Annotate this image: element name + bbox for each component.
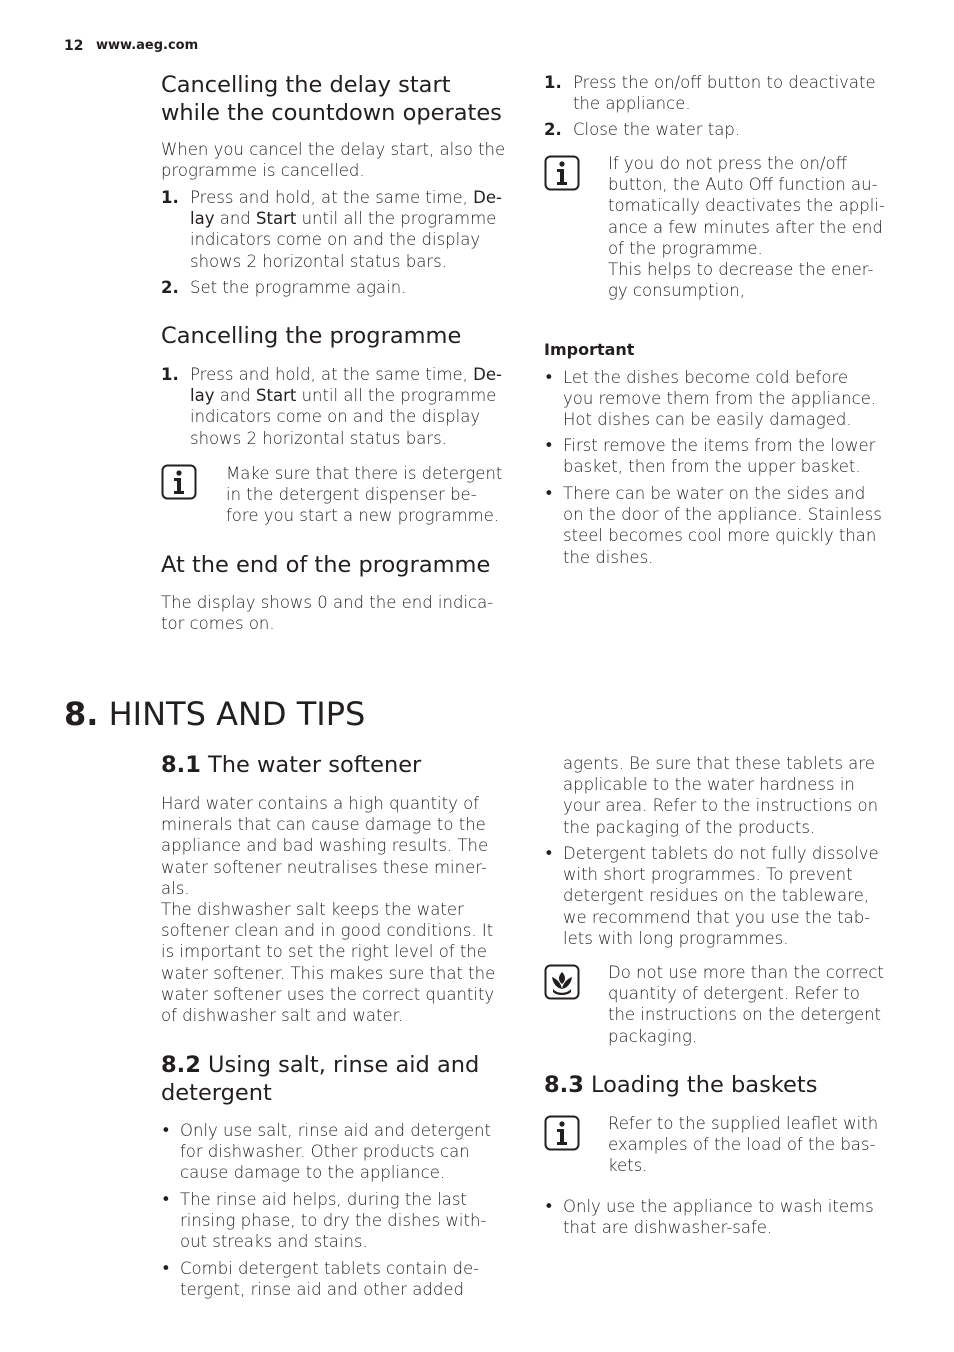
text-line: we recommend that you use the tab-	[563, 907, 871, 927]
text-line: If you do not press the on/off	[608, 154, 847, 173]
environment-note	[608, 962, 903, 1047]
text-line: There can be water on the sides and	[563, 484, 866, 503]
text-line: Hard water contains a high quantity of	[161, 794, 480, 813]
text-line: your area. Refer to the instructions on	[563, 796, 879, 816]
text-line: This helps to decrease the ener-	[608, 260, 874, 280]
info-icon	[544, 1115, 580, 1151]
text-line: applicable to the water hardness in	[563, 775, 855, 795]
loading-note	[608, 1113, 903, 1177]
text-line: is important to set the right level of the	[161, 942, 487, 962]
cancel-delay-intro	[161, 139, 513, 181]
text-line: tor comes on.	[161, 614, 275, 634]
cancel-programme-title: Cancelling the programme	[161, 323, 462, 349]
text-line: Make sure that there is detergent	[226, 464, 503, 483]
auto-off-note	[608, 153, 898, 301]
text-line: of the programme.	[608, 238, 763, 258]
text-line: Close the water tap.	[573, 120, 741, 139]
cancel-programme-note	[226, 463, 516, 527]
text-line: indicators come on and the display	[190, 230, 481, 250]
text-line: of dishwasher salt and water.	[161, 1006, 404, 1026]
text-line: Combi detergent tablets contain de-	[180, 1259, 480, 1278]
text-line: gy consumption,	[608, 281, 745, 301]
text-line: indicators come on and the display	[190, 407, 481, 427]
text-line: cause damage to the appliance.	[180, 1163, 446, 1183]
text-line: detergent residues on the tableware,	[563, 886, 869, 906]
text-line: Press and hold, at the same time, De-	[190, 188, 502, 207]
text-line: the instructions on the detergent	[608, 1005, 882, 1025]
paragraph-line: When you cancel the delay start, also the	[161, 140, 506, 159]
text-line: quantity of detergent. Refer to	[608, 984, 860, 1004]
paragraph-line: programme is cancelled.	[161, 161, 365, 181]
text-line: Let the dishes become cold before	[563, 368, 849, 387]
text-line: lay and Start until all the programme	[190, 209, 497, 229]
text-line: rinsing phase, to dry the dishes with-	[180, 1211, 487, 1231]
website: www.aeg.com	[96, 38, 199, 53]
text-line: tomatically deactivates the appli-	[608, 196, 885, 216]
text-line: Refer to the supplied leaflet with	[608, 1114, 879, 1133]
text-line: First remove the items from the lower	[563, 436, 876, 455]
section-8-3-title: 8.3 Loading the baskets	[544, 1072, 818, 1098]
text-line: kets.	[608, 1156, 648, 1176]
section-8-2-title: 8.2 Using salt, rinse aid and detergent	[161, 1052, 480, 1106]
text-line: appliance and bad washing results. The	[161, 836, 489, 856]
salt-bullet-3-continued	[563, 753, 903, 838]
text-line: tergent, rinse aid and other added	[180, 1280, 464, 1300]
page-number: 12	[64, 38, 84, 54]
text-line: examples of the load of the bas-	[608, 1135, 876, 1155]
text-line: shows 2 horizontal status bars.	[190, 251, 447, 271]
text-line: basket, then from the upper basket.	[563, 457, 861, 477]
text-line: Press and hold, at the same time, De-	[190, 365, 502, 384]
text-line: water softener uses the correct quantity	[161, 984, 495, 1004]
text-line: you remove them from the appliance.	[563, 389, 877, 409]
text-line: Hot dishes can be easily damaged.	[563, 410, 852, 430]
text-line: steel becomes cool more quickly than	[563, 526, 877, 546]
environment-icon	[544, 964, 580, 1000]
step-text	[573, 119, 740, 140]
text-line: Only use salt, rinse aid and detergent	[180, 1121, 491, 1140]
step-text	[573, 72, 876, 114]
text-line: The dishwasher salt keeps the water	[161, 900, 464, 920]
end-programme-title: At the end of the programme	[161, 552, 491, 578]
text-line: softener clean and in good conditions. It	[161, 921, 494, 941]
important-label: Important	[544, 340, 635, 359]
step-text	[190, 277, 406, 298]
step-text	[190, 364, 502, 449]
info-icon	[161, 464, 197, 500]
text-line: on the door of the appliance. Stainless	[563, 505, 882, 525]
text-line: minerals that can cause damage to the	[161, 815, 486, 835]
chapter-title: 8. HINTS AND TIPS	[64, 695, 366, 733]
section-8-1-title: 8.1 The water softener	[161, 752, 422, 778]
text-line: water softener neutralises these miner-	[161, 857, 487, 877]
text-line: packaging.	[608, 1026, 698, 1046]
text-line: in the detergent dispenser be-	[226, 485, 477, 505]
text-line: Press the on/off button to deactivate	[573, 73, 876, 92]
text-line: lay and Start until all the programme	[190, 386, 497, 406]
text-line: ance a few minutes after the end	[608, 217, 883, 237]
text-line: Detergent tablets do not fully dissolve	[563, 844, 879, 863]
text-line: that are dishwasher-safe.	[563, 1218, 773, 1238]
text-line: The display shows 0 and the end indica-	[161, 593, 494, 612]
cancel-delay-title: Cancelling the delay start while the countdown operates	[161, 72, 502, 126]
text-line: Set the programme again.	[190, 278, 407, 297]
text-line: Only use the appliance to wash items	[563, 1197, 874, 1216]
text-line: als.	[161, 878, 190, 898]
text-line: agents. Be sure that these tablets are	[563, 754, 875, 773]
text-line: The rinse aid helps, during the last	[180, 1190, 467, 1209]
text-line: lets with long programmes.	[563, 928, 789, 948]
end-programme-text	[161, 592, 513, 634]
step-text	[190, 187, 502, 272]
text-line: button, the Auto Off function au-	[608, 175, 878, 195]
text-line: shows 2 horizontal status bars.	[190, 428, 447, 448]
text-line: for dishwasher. Other products can	[180, 1142, 470, 1162]
text-line: the dishes.	[563, 547, 654, 567]
text-line: the packaging of the products.	[563, 817, 816, 837]
text-line: out streaks and stains.	[180, 1232, 368, 1252]
text-line: the appliance.	[573, 94, 691, 114]
info-icon	[544, 155, 580, 191]
section-8-1-text	[161, 793, 513, 1026]
text-line: fore you start a new programme.	[226, 506, 499, 526]
text-line: with short programmes. To prevent	[563, 865, 853, 885]
text-line: water softener. This makes sure that the	[161, 963, 496, 983]
text-line: Do not use more than the correct	[608, 963, 884, 982]
